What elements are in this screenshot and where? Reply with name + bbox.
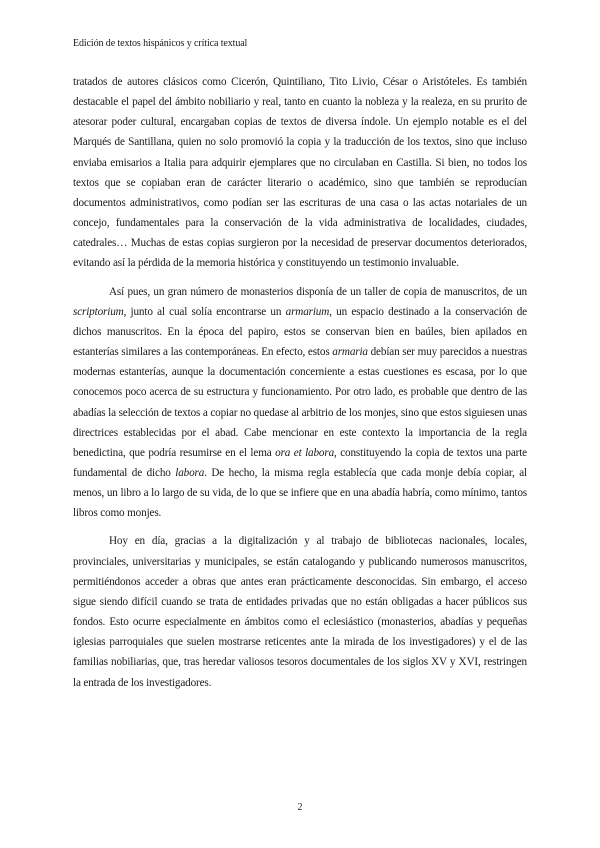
italic-term-armaria: armaria bbox=[332, 346, 368, 359]
page-number: 2 bbox=[297, 802, 303, 813]
italic-term-armarium: armarium bbox=[285, 305, 330, 318]
italic-term-scriptorium: scriptorium bbox=[73, 305, 124, 318]
running-header: Edición de textos hispánicos y crítica textual bbox=[73, 38, 248, 49]
paragraph-1 bbox=[73, 72, 527, 274]
paragraph-text: Así pues, un gran número de monasterios disponía de un taller de copia de manuscritos, de un bbox=[109, 285, 527, 298]
paragraph-text: , junto al cual solía encontrarse un bbox=[123, 305, 286, 318]
paragraph-text: . De hecho, la misma regla establecía que cada monje debía copiar, al menos, un libro a lo largo de su vida, de lo que se infiere que en una abadía habría, como mínimo, tantos libros como monjes. bbox=[73, 466, 527, 520]
paragraph-text: , constituyendo la copia de textos una parte fundamental de dicho bbox=[73, 446, 527, 479]
paragraph-2 bbox=[73, 282, 527, 524]
italic-term-labora: labora bbox=[175, 466, 205, 479]
paragraph-text: tratados de autores clásicos como Cicerón, Quintiliano, Tito Livio, César o Aristóteles. Es también destacable el papel del ámbito nobiliario y real, tanto en cuanto la nobleza y la realeza, en su prurito de atesorar poder cultural, encargaban copias de textos de diversa índole. Un ejemplo notable es el del Marqués de Santillana, quien no solo promovió la copia y la traducción de los textos, sino que incluso enviaba emisarios a Italia para adquirir ejemplares que no circulaban en Castilla. Si bien, no todos los textos que se copiaban eran de carácter literario o académico, sino que también se reproducían documentos administrativos, como podían ser las escrituras de una casa o las actas notariales de un concejo, fundamentales para la conservación de la vida administrativa de localidades, ciudades, catedrales… Muchas de estas copias surgieron por la necesidad de preservar documentos deteriorados, evitando así la pérdida de la memoria histórica y constituyendo un testimonio invaluable. bbox=[73, 76, 527, 270]
paragraph-text: debían ser muy parecidos a nuestras modernas estanterías, aunque la documentación concerniente a estas cuestiones es escasa, por lo que conocemos poco acerca de su estructura y funcionamiento. Por otro lado, es probable que dentro de las abadías la selección de textos a copiar no quedase al arbitrio de los monjes, sino que estos siguiesen unas directrices establecidas por el abad. Cabe mencionar en este contexto la importancia de la regla benedictina, que podría resumirse en el lema bbox=[73, 346, 528, 459]
paragraph-text: , un espacio destinado a la conservación de dichos manuscritos. En la época del papiro, estos se conservan bien en baúles, bien apilados en estanterías similares a las contemporáneas. En efecto, estos bbox=[73, 305, 527, 359]
paragraph-text: Hoy en día, gracias a la digitalización y al trabajo de bibliotecas nacionales, locales, provinciales, universitarias y municipales, se están catalogando y publicando numerosos manuscritos, permitiéndonos acceder a obras que antes eran prácticamente desconocidas. Sin embargo, el acceso sigue siendo difícil cuando se trata de entidades privadas que no están obligadas a hacer públicos sus fondos. Esto ocurre especialmente en ámbitos como el eclesiástico (monasterios, abadías y pequeñas iglesias parroquiales que suelen mostrarse reticentes ante la mirada de los investigadores) y el de las familias nobiliarias, que, tras heredar valiosos tesoros documentales de los siglos XV y XVI, restringen la entrada de los investigadores. bbox=[73, 535, 527, 689]
paragraph-3 bbox=[73, 531, 527, 692]
body-text bbox=[73, 72, 527, 701]
italic-term-ora-et-labora: ora et labora bbox=[275, 446, 335, 459]
